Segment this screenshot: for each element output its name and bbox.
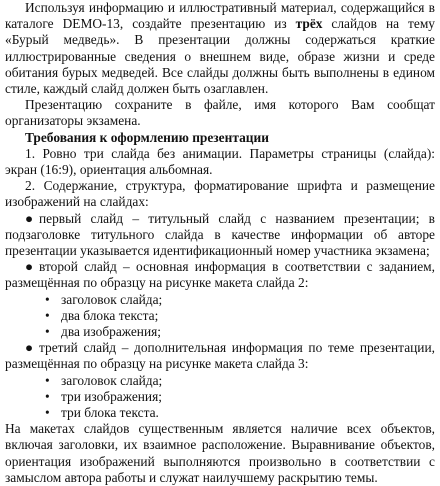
task-text-part2: , создайте презентацию из <box>119 16 296 32</box>
list-item: • три изображения; <box>45 389 435 405</box>
slide1-text: первый слайд – титульный слайд с названием презентации; в подзаголовке титульного слайда в качестве информации об авторе презентации указывается идентификационный номер участника экзамена; <box>5 210 435 259</box>
closing-paragraph: На макетах слайдов существенным является наличие всех объектов, включая заголовки, их взаимное расположение. Выравнивание объектов, ориентация изображений выполняются произвольно в соответствии с замыслом автора работы и служат наилучшему раскрытию темы. <box>5 421 435 485</box>
catalog-name: DEMO-13 <box>62 16 120 32</box>
list-item: • два блока текста; <box>45 308 435 324</box>
requirements-heading: Требования к оформлению презентации <box>25 129 269 145</box>
task-text-part3: слайдов на тему «Бурый медведь». В презентации должны содержаться краткие иллюстрированные сведения о внешнем виде, образе жизни и среде обитания бурых медведей. Все слайды должны быть выполнены в едином стиле, каждый слайд должен быть озаглавлен. <box>5 16 435 97</box>
bullet-icon: ● <box>25 210 34 226</box>
slide-count: трёх <box>295 16 323 32</box>
requirement-item-1: 1. Ровно три слайда без анимации. Параметры страницы (слайда): экран (16:9), ориентация альбомная. <box>5 145 435 178</box>
requirement-item-2: 2. Содержание, структура, форматирование шрифта и размещение изображений на слайдах: <box>5 178 435 210</box>
slide1-bullet <box>5 211 435 260</box>
list-item: • два изображения; <box>45 324 435 340</box>
save-note-paragraph: Презентацию сохраните в файле, имя которого Вам сообщат организаторы экзамена. <box>5 97 435 129</box>
bullet-icon: ● <box>25 259 34 275</box>
task-text-part1: Используя информацию и иллюстративный материал, содержащийся в каталоге <box>5 0 435 32</box>
slide2-text: второй слайд – основная информация в соответствии с заданием, размещённая по образцу на рисунке макета слайда 2: <box>5 259 435 291</box>
slide2-bullet <box>5 259 435 291</box>
bullet-icon: ● <box>25 340 34 356</box>
slide3-bullet <box>5 340 435 372</box>
slide3-text: третий слайд – дополнительная информация по теме презентации, размещённая по образцу на рисунке макета слайда 3: <box>5 340 435 372</box>
task-paragraph <box>5 0 435 97</box>
list-item: • три блока текста. <box>45 405 435 421</box>
slide2-items-list <box>5 292 435 341</box>
slide3-items-list <box>5 373 435 422</box>
list-item: • заголовок слайда; <box>45 373 435 389</box>
list-item: • заголовок слайда; <box>45 292 435 308</box>
